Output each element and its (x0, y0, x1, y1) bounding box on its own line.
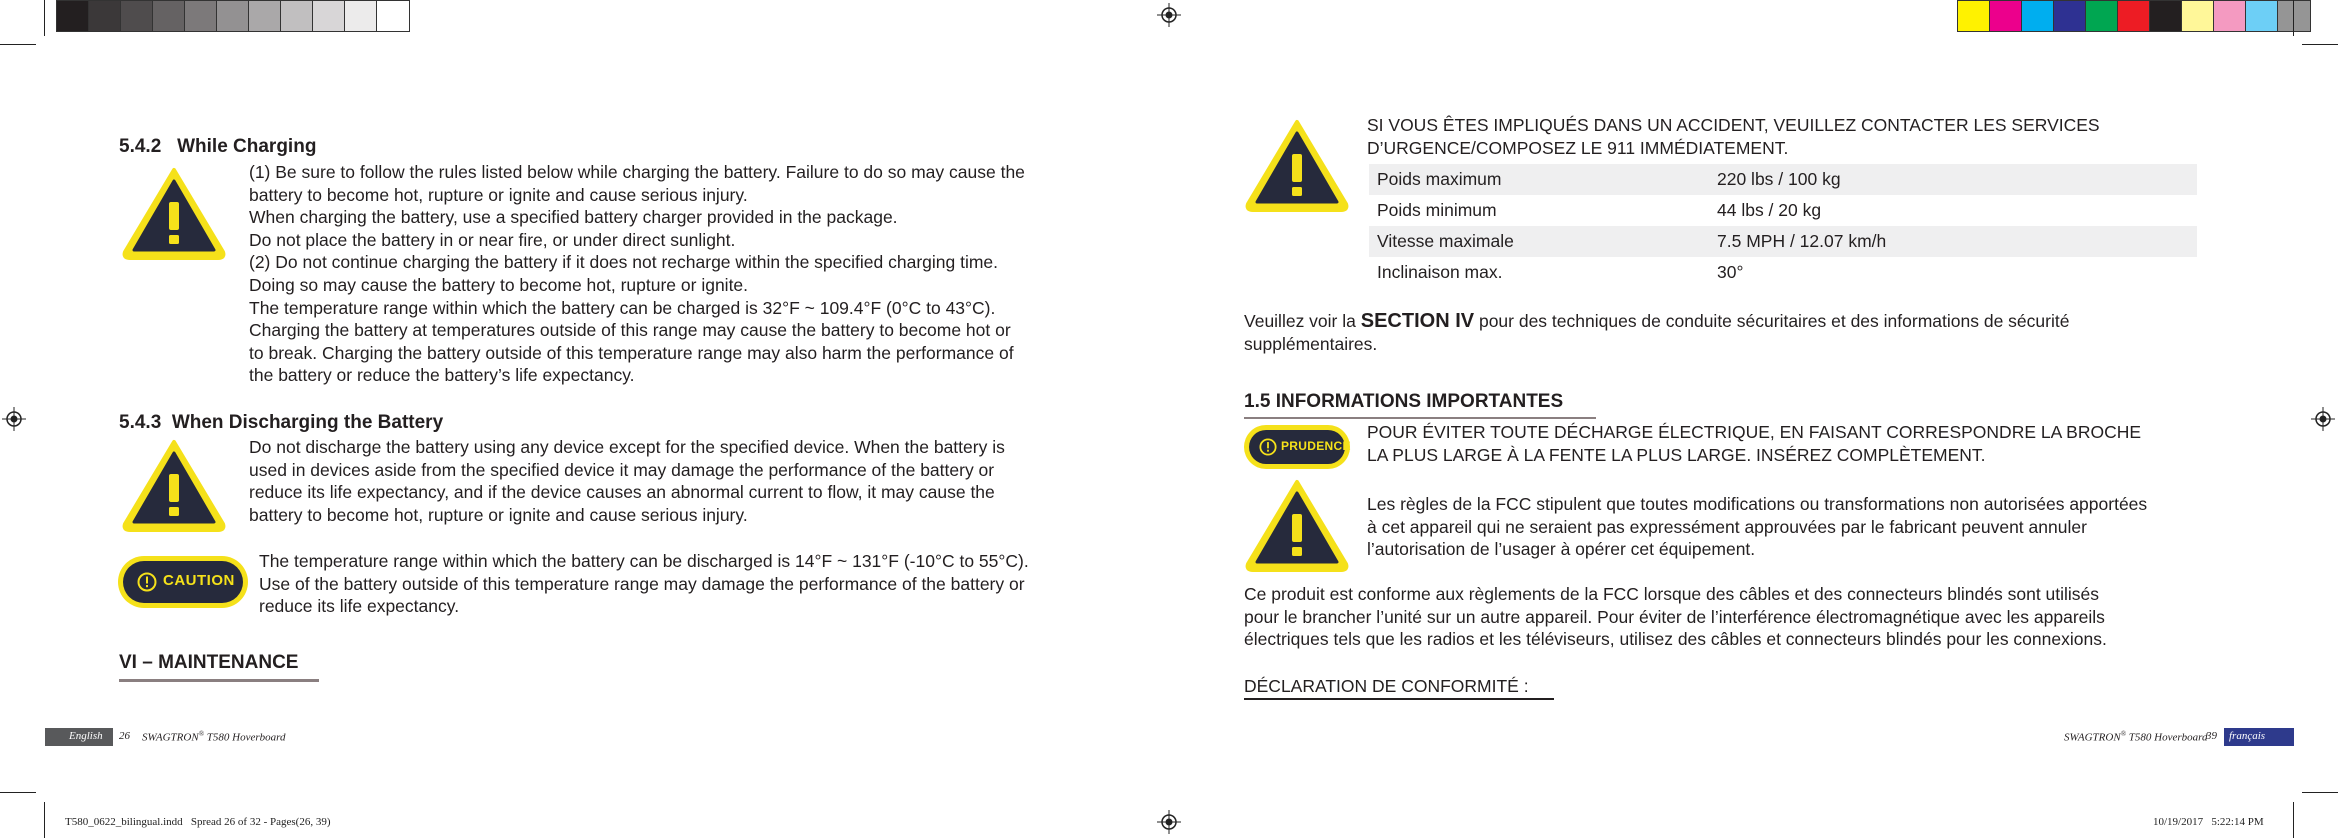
section-reference-text: Veuillez voir la SECTION IV pour des techniques de conduite sécuritaires et des informations de sécurité supplémentaires. (1244, 310, 2070, 354)
section-heading-5-4-3: 5.4.3 When Discharging the Battery (119, 412, 444, 433)
accident-line: SI VOUS ÊTES IMPLIQUÉS DANS UN ACCIDENT, VEUILLEZ CONTACTER LES SERVICES (1367, 115, 2100, 135)
section-heading-5-4-2: 5.4.2 While Charging (119, 136, 317, 157)
trim-mark (0, 792, 36, 793)
charging-rule-line: battery to become hot, rupture or ignite and cause serious injury. (249, 184, 748, 205)
spec-label: Poids minimum (1377, 200, 1497, 220)
color-swatch (281, 1, 313, 31)
footer-page-number: 26 (119, 730, 130, 742)
color-swatch (185, 1, 217, 31)
color-swatch (2054, 1, 2086, 31)
spec-row (1369, 226, 2197, 257)
charging-rule-line: Doing so may cause the battery to become hot, rupture or ignite. (249, 274, 749, 295)
maintenance-heading: VI – MAINTENANCE (119, 652, 299, 673)
color-swatch (2086, 1, 2118, 31)
fcc-line: l’autorisation de l’usager à opérer cet équipement. (1367, 539, 1756, 560)
caution-line: Use of the battery outside of this temperature range may damage the performance of the battery or (259, 573, 1025, 594)
trim-mark (44, 0, 45, 36)
color-swatch (121, 1, 153, 31)
prudence-text (1367, 421, 2141, 466)
spec-row (1369, 164, 2197, 195)
color-swatch (2214, 1, 2246, 31)
discharging-rule-line: Do not discharge the battery using any device except for the specified device. When the battery is (249, 437, 1005, 457)
color-swatch (2246, 1, 2278, 31)
spec-value: 44 lbs / 20 kg (1717, 200, 1822, 220)
charging-rule-line: to break. Charging the battery outside of this temperature range may also harm the performance of (249, 342, 1014, 363)
charging-rule-line: When charging the battery, use a specified battery charger provided in the package. (249, 207, 898, 228)
grayscale-color-bar (56, 0, 410, 32)
color-swatch (57, 1, 89, 31)
color-swatch (313, 1, 345, 31)
color-swatch (2278, 1, 2310, 31)
specifications-table (1369, 164, 2197, 288)
footer-product (142, 730, 286, 744)
important-info-heading: 1.5 INFORMATIONS IMPORTANTES (1244, 391, 1564, 412)
footer-brand: SWAGTRON (2064, 731, 2121, 744)
spec-label: Vitesse maximale (1369, 226, 1709, 257)
color-swatch (2150, 1, 2182, 31)
charging-rule-line: The temperature range within which the battery can be charged is 32°F ~ 109.4°F (0°C to 43°C). (249, 297, 996, 318)
caution-badge-icon (118, 556, 248, 608)
color-swatch (345, 1, 377, 31)
footer-brand: SWAGTRON (142, 731, 199, 744)
accident-line: D’URGENCE/COMPOSEZ LE 911 IMMÉDIATEMENT. (1367, 137, 1789, 158)
color-swatch (217, 1, 249, 31)
charging-rule-line: (2) Do not continue charging the battery if it does not recharge within the specified charging time. (249, 252, 999, 273)
caution-label: CAUTION (163, 572, 235, 589)
prudence-line: LA PLUS LARGE À LA FENTE LA PLUS LARGE. INSÉREZ COMPLÈTEMENT. (1367, 444, 1986, 465)
registration-mark-icon (1157, 810, 1181, 834)
heading-underline (1244, 417, 1596, 419)
spec-label: Poids maximum (1369, 164, 1709, 195)
footer-language: français (2229, 730, 2266, 742)
color-swatch (2182, 1, 2214, 31)
spec-value: 220 lbs / 100 kg (1709, 164, 2197, 195)
fcc-line: à cet appareil qui ne seraient pas expressément approuvées par le fabricant peuvent annuler (1367, 516, 2087, 537)
caution-line: The temperature range within which the battery can be discharged is 14°F ~ 131°F (-10°C to 55°C). (259, 551, 1029, 571)
footer-reg: ® (198, 730, 205, 738)
fcc-conformity-text (1244, 583, 2107, 651)
color-swatch (377, 1, 409, 31)
charging-rule-line: the battery or reduce the battery’s life expectancy. (249, 365, 635, 386)
charging-rule-line: Charging the battery at temperatures outside of this range may cause the battery to become hot or (249, 320, 1011, 341)
slug-file-info: T580_0622_bilingual.indd Spread 26 of 32 - Pages(26, 39) (65, 816, 331, 828)
trim-mark (2302, 44, 2338, 45)
warning-triangle-icon (119, 436, 229, 536)
fcc-line: Les règles de la FCC stipulent que toutes modifications ou transformations non autorisées apportées (1367, 494, 2148, 514)
footer-language: English (69, 730, 103, 742)
spec-label: Inclinaison max. (1377, 262, 1503, 282)
spec-row (1369, 257, 2197, 288)
color-swatch (1990, 1, 2022, 31)
caution-text (259, 550, 1029, 618)
registration-mark-icon (2, 407, 26, 431)
trim-mark (2293, 802, 2294, 838)
discharging-rule-line: reduce its life expectancy, and if the device causes an abnormal current to flow, it may cause the (249, 482, 995, 503)
trim-mark (44, 802, 45, 838)
discharging-rule-line: used in devices aside from the specified device it may damage the performance of the battery or (249, 459, 995, 480)
footer-product-name: T580 Hoverboard (204, 731, 286, 744)
footer-product-name: T580 Hoverboard (2126, 731, 2208, 744)
color-swatch (153, 1, 185, 31)
spec-value: 7.5 MPH / 12.07 km/h (1709, 226, 2197, 257)
trim-mark (2302, 792, 2338, 793)
declaration-underline (1244, 698, 1554, 700)
spec-value: 30° (1717, 262, 1744, 282)
discharging-rules-text (249, 436, 1005, 526)
discharging-rule-line: battery to become hot, rupture or ignite and cause serious injury. (249, 504, 748, 525)
declaration-of-conformity: DÉCLARATION DE CONFORMITÉ : (1244, 676, 1529, 696)
caution-line: reduce its life expectancy. (259, 596, 460, 617)
process-color-bar (1957, 0, 2311, 32)
conformity-line: électriques tels que les radios et les téléviseurs, utilisez des câbles et connecteurs blindés pour les connexions. (1244, 629, 2107, 650)
accident-notice-text (1367, 114, 2100, 159)
registration-mark-icon (1157, 3, 1181, 27)
heading-underline (119, 679, 319, 682)
prudence-badge-icon (1244, 425, 1350, 469)
color-swatch (249, 1, 281, 31)
trim-mark (2293, 0, 2294, 36)
conformity-line: pour le brancher l’unité sur un autre appareil. Pour éviter de l’interférence électromagnétique avec les appareils (1244, 606, 2105, 627)
spec-row (1369, 195, 2197, 226)
trim-mark (0, 44, 36, 45)
prudence-line: POUR ÉVITER TOUTE DÉCHARGE ÉLECTRIQUE, EN FAISANT CORRESPONDRE LA BROCHE (1367, 422, 2142, 442)
footer-page-number: 39 (2206, 730, 2217, 742)
color-swatch (1958, 1, 1990, 31)
fcc-rules-text (1367, 493, 2147, 561)
section-iv-reference: SECTION IV (1360, 310, 1475, 332)
warning-triangle-icon (119, 164, 229, 264)
exclamation-circle-icon (137, 572, 157, 592)
color-swatch (2118, 1, 2150, 31)
conformity-line: Ce produit est conforme aux règlements de la FCC lorsque des câbles et des connecteurs blindés sont utilisés (1244, 584, 2100, 604)
prudence-label: PRUDENCE (1281, 439, 1351, 453)
charging-rule-line: Do not place the battery in or near fire, or under direct sunlight. (249, 229, 736, 250)
footer-reg: ® (2120, 730, 2127, 738)
color-swatch (2022, 1, 2054, 31)
footer-product (2064, 730, 2208, 744)
registration-mark-icon (2311, 407, 2335, 431)
color-swatch (89, 1, 121, 31)
warning-triangle-icon (1242, 476, 1352, 576)
charging-rule-line: (1) Be sure to follow the rules listed below while charging the battery. Failure to do so may cause the (249, 162, 1025, 182)
exclamation-circle-icon (1259, 438, 1277, 456)
slug-date: 10/19/2017 5:22:14 PM (2153, 816, 2264, 828)
warning-triangle-icon (1242, 116, 1352, 216)
charging-rules-text (249, 161, 1025, 387)
